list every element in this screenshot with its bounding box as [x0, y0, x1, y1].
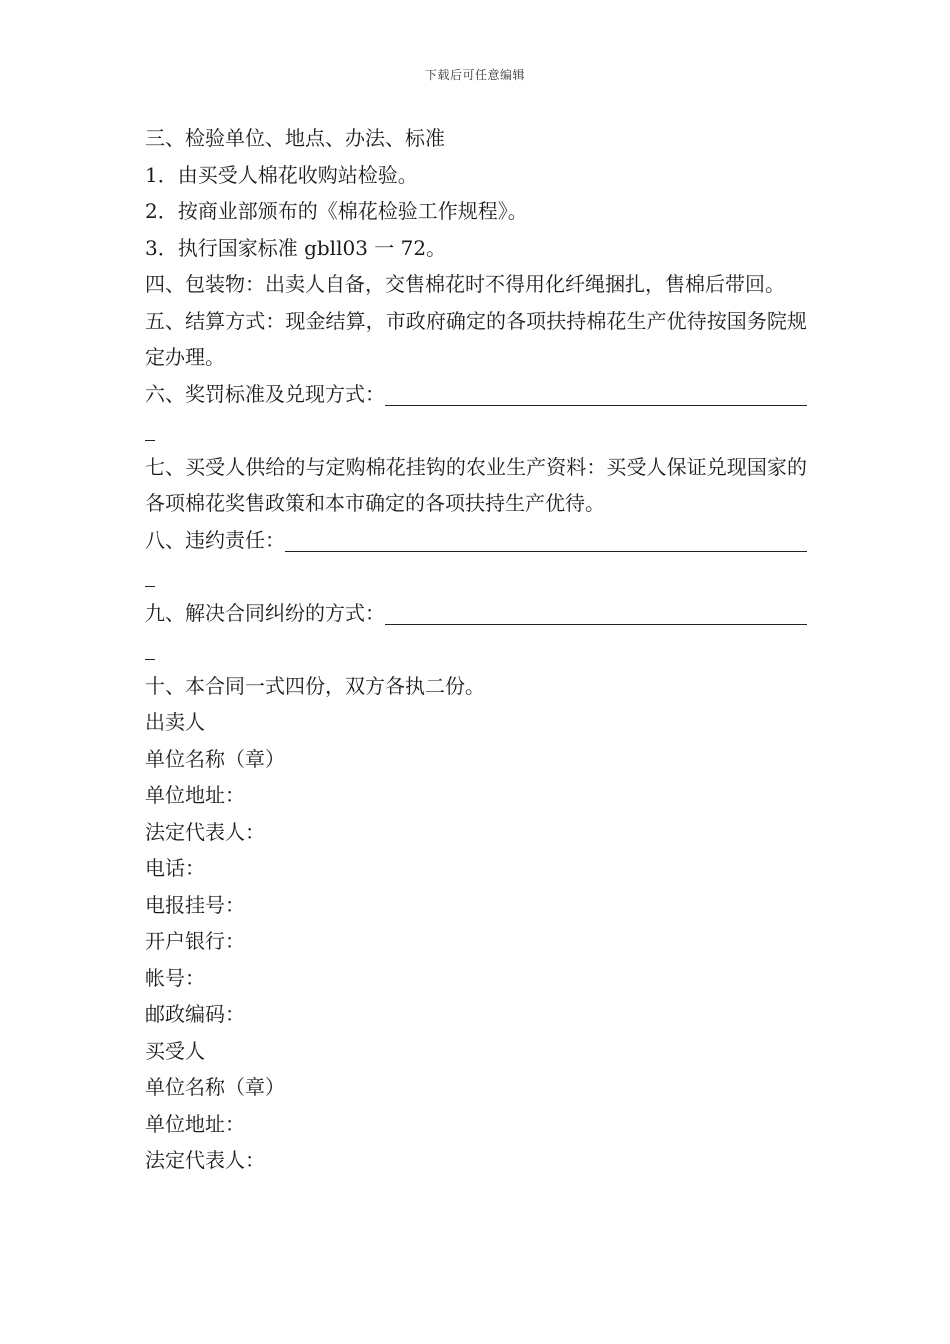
section-3-title: 三、检验单位、地点、办法、标准 — [145, 126, 445, 150]
underline-tail — [145, 659, 155, 660]
seller-postcode: 邮政编码： — [145, 1002, 245, 1026]
page-header-note: 下载后可任意编辑 — [424, 68, 525, 82]
underline-tail — [145, 440, 155, 441]
seller-phone: 电话： — [145, 856, 205, 880]
section-9-label: 九、解决合同纠纷的方式： — [145, 600, 385, 625]
underline-tail — [145, 586, 155, 587]
buyer-address: 单位地址： — [145, 1111, 245, 1136]
seller-bank: 开户银行： — [145, 929, 245, 953]
section-7-supplies: 七、买受人供给的与定购棉花挂钩的农业生产资料：买受人保证兑现国家的各项棉花奖售政策和本市确定的各项扶持生产优待。 — [145, 454, 807, 515]
buyer-legal-rep: 法定代表人： — [145, 1148, 265, 1172]
section-8-row — [145, 522, 807, 559]
section-6-fill-blank[interactable] — [385, 379, 807, 406]
buyer-unit-name: 单位名称（章） — [145, 1075, 285, 1099]
contract-body — [145, 120, 807, 1179]
section-9-blank-tail — [145, 631, 807, 668]
section-9-fill-blank[interactable] — [385, 598, 807, 625]
section-3-item-3: 3．执行国家标准 gbll03 一 72。 — [145, 235, 447, 260]
seller-telegraph: 电报挂号： — [145, 892, 245, 917]
seller-address: 单位地址： — [145, 783, 245, 807]
seller-legal-rep: 法定代表人： — [145, 819, 265, 844]
section-8-fill-blank[interactable] — [285, 525, 807, 552]
section-8-label: 八、违约责任： — [145, 527, 285, 552]
section-3-item-2: 2．按商业部颁布的《棉花检验工作规程》。 — [145, 199, 528, 223]
section-10-copies: 十、本合同一式四份，双方各执二份。 — [145, 673, 485, 698]
section-3-item-1: 1．由买受人棉花收购站检验。 — [145, 162, 418, 187]
seller-account: 帐号： — [145, 965, 205, 990]
seller-title: 出卖人 — [145, 710, 205, 734]
buyer-title: 买受人 — [145, 1038, 205, 1063]
seller-unit-name: 单位名称（章） — [145, 746, 285, 771]
section-6-row — [145, 376, 807, 413]
section-9-row — [145, 595, 807, 632]
section-8-blank-tail — [145, 558, 807, 595]
section-6-blank-tail — [145, 412, 807, 449]
section-6-label: 六、奖罚标准及兑现方式： — [145, 381, 385, 406]
section-5-settlement: 五、结算方式：现金结算，市政府确定的各项扶持棉花生产优待按国务院规定办理。 — [145, 308, 807, 369]
section-4-packaging: 四、包装物：出卖人自备，交售棉花时不得用化纤绳捆扎，售棉后带回。 — [145, 272, 785, 296]
